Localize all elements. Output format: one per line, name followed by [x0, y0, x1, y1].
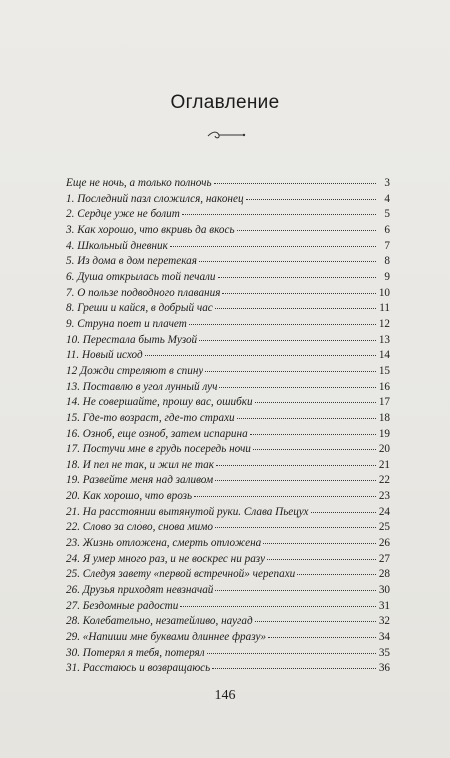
toc-entry — [66, 615, 390, 631]
dot-leader — [237, 230, 376, 231]
toc-entry-page: 19 — [378, 427, 390, 440]
dot-leader — [199, 340, 376, 341]
toc-entry-title: 12 Дожди стреляют в спину — [66, 364, 204, 377]
dot-leader — [189, 324, 376, 325]
toc-entry-title: 30. Потерял я тебя, потерял — [66, 646, 205, 659]
toc-entry — [66, 193, 390, 209]
toc-entry-page: 32 — [378, 615, 390, 628]
toc-entry-page: 31 — [378, 599, 390, 612]
toc-entry — [66, 474, 390, 490]
dot-leader — [267, 559, 376, 560]
toc-entry-title: Еще не ночь, а только полночь — [66, 177, 212, 189]
toc-entry-title: 28. Колебательно, незатейливо, наугад — [66, 615, 253, 628]
toc-entry-page: 24 — [378, 505, 390, 518]
toc-entry-title: 20. Как хорошо, что врозь — [66, 490, 193, 503]
toc-entry-page: 36 — [378, 662, 390, 675]
toc-entry-title: 29. «Напиши мне буквами длиннее фразу» — [66, 631, 267, 644]
toc-entry-page: 7 — [384, 239, 390, 252]
toc-entry-title: 22. Слово за сло́во, снова мимо — [66, 521, 213, 534]
toc-entry-title: 5. Из дома в дом перетекая — [66, 255, 197, 268]
dot-leader — [268, 637, 376, 638]
toc-entry-title: 26. Друзья приходят невзначай — [66, 584, 214, 597]
dot-leader — [170, 246, 376, 247]
toc-entry-title: 27. Бездомные радости — [66, 599, 179, 612]
dot-leader — [253, 449, 376, 450]
toc-entry-page: 5 — [384, 208, 390, 221]
toc-entry-title: 19. Развейте меня над заливом — [66, 474, 214, 487]
dot-leader — [216, 465, 376, 466]
dot-leader — [297, 574, 376, 575]
dot-leader — [255, 402, 376, 403]
dot-leader — [311, 512, 377, 513]
dot-leader — [255, 621, 376, 622]
toc-entry-page: 28 — [378, 568, 390, 581]
dot-leader — [214, 183, 376, 184]
toc-entry — [66, 506, 390, 522]
toc-entry-page: 27 — [378, 552, 390, 565]
toc-entry-title: 8. Греши и кайся, в добрый час — [66, 302, 213, 315]
toc-entry-page: 23 — [378, 490, 390, 503]
toc-entry-title: 7. О пользе подводного плавания — [66, 286, 221, 299]
dot-leader — [250, 434, 376, 435]
toc-entry — [66, 349, 390, 365]
toc-entry — [66, 600, 390, 616]
dot-leader — [215, 308, 376, 309]
toc-entry-title: 6. Душа открылась той печали — [66, 270, 216, 283]
toc-entry — [66, 365, 390, 381]
toc-entry-page: 3 — [384, 177, 390, 189]
toc-entry — [66, 647, 390, 663]
toc-entry-page: 10 — [378, 286, 390, 299]
toc-entry — [66, 224, 390, 240]
toc-entry-title: 4. Школьный дневник — [66, 239, 168, 252]
toc-entry-title: 11. Новый исход — [66, 349, 143, 362]
toc-entry-title: 1. Последний пазл сложился, наконец — [66, 192, 244, 205]
dot-leader — [215, 590, 376, 591]
toc-entry-page: 16 — [378, 380, 390, 393]
toc-entry-title: 21. На расстоянии вытянутой руки. Слава Пьецух — [66, 505, 309, 518]
toc-entry — [66, 584, 390, 600]
toc-entry-page: 30 — [378, 584, 390, 597]
toc-entry — [66, 537, 390, 553]
toc-entry — [66, 208, 390, 224]
dot-leader — [222, 293, 376, 294]
toc-entry-page: 11 — [379, 302, 390, 315]
toc-entry-title: 25. Следуя завету «первой встречной» черепахи — [66, 568, 296, 581]
toc-entry — [66, 287, 390, 303]
toc-entry-page: 4 — [384, 192, 390, 205]
toc-entry-page: 22 — [378, 474, 390, 487]
toc-entry-title: 24. Я умер много раз, и не воскрес ни разу — [66, 552, 266, 565]
dot-leader — [218, 277, 376, 278]
toc-entry-title: 15. Где-то возраст, где-то страхи — [66, 411, 235, 424]
toc-entry — [66, 255, 390, 271]
toc-entry-page: 17 — [378, 396, 390, 409]
toc-entry — [66, 271, 390, 287]
toc-entry-page: 15 — [378, 364, 390, 377]
toc-entry-page: 6 — [384, 223, 390, 236]
toc-entry — [66, 443, 390, 459]
toc-entry — [66, 412, 390, 428]
toc-entry — [66, 428, 390, 444]
dot-leader — [182, 214, 376, 215]
dot-leader — [180, 606, 376, 607]
dot-leader — [194, 496, 376, 497]
toc-entry-title: 31. Расстаюсь и возвращаюсь — [66, 662, 211, 675]
toc-entry — [66, 490, 390, 506]
toc-entry — [66, 553, 390, 569]
toc-entry-title: 10. Перестала быть Музой — [66, 333, 198, 346]
toc-entry-title: 14. Не совершайте, прошу вас, ошибки — [66, 396, 253, 409]
dot-leader — [215, 527, 376, 528]
toc-entry-page: 18 — [378, 411, 390, 424]
toc-entry — [66, 240, 390, 256]
flourish-ornament-icon — [205, 129, 247, 141]
toc-entry-page: 20 — [378, 443, 390, 456]
toc-entry-page: 35 — [378, 646, 390, 659]
toc-entry-title: 16. Озноб, еще озноб, затем испарина — [66, 427, 248, 440]
toc-entry — [66, 318, 390, 334]
dot-leader — [207, 653, 376, 654]
toc-entry — [66, 396, 390, 412]
toc-entry-title: 9. Струна поет и плачет — [66, 317, 187, 330]
toc-entry — [66, 381, 390, 397]
dot-leader — [205, 371, 376, 372]
dot-leader — [145, 355, 376, 356]
toc-entry-page: 9 — [384, 270, 390, 283]
toc-entry-title: 2. Сердце уже не болит — [66, 208, 180, 221]
dot-leader — [199, 261, 376, 262]
dot-leader — [237, 418, 376, 419]
toc-entry — [66, 631, 390, 647]
dot-leader — [263, 543, 376, 544]
toc-entry-page: 21 — [378, 458, 390, 471]
toc-entry-page: 12 — [378, 317, 390, 330]
toc-entry — [66, 177, 390, 193]
toc-entry — [66, 568, 390, 584]
dot-leader — [246, 199, 376, 200]
toc-entry — [66, 521, 390, 537]
toc-entry-page: 26 — [378, 537, 390, 550]
toc-entry-page: 13 — [378, 333, 390, 346]
page-title: Оглавление — [170, 92, 280, 113]
dot-leader — [215, 480, 376, 481]
toc-entry — [66, 459, 390, 475]
toc-entry-page: 14 — [378, 349, 390, 362]
page-number: 146 — [214, 688, 236, 703]
toc-entry-title: 13. Поставлю в угол лунный луч — [66, 380, 218, 393]
toc-entry-title: 17. Постучи мне в грудь посередь ночи — [66, 443, 251, 456]
table-of-contents — [66, 177, 390, 678]
toc-entry — [66, 662, 390, 678]
toc-entry-title: 18. И пел не так, и жил не так — [66, 458, 214, 471]
toc-entry-page: 8 — [384, 255, 390, 268]
dot-leader — [212, 668, 376, 669]
toc-entry-title: 3. Как хорошо, что вкривь да вкось — [66, 223, 235, 236]
toc-entry-page: 34 — [378, 631, 390, 644]
toc-entry-title: 23. Жизнь отложена, смерть отложена — [66, 537, 262, 550]
toc-entry-page: 25 — [378, 521, 390, 534]
dot-leader — [219, 387, 376, 388]
toc-entry — [66, 302, 390, 318]
toc-entry — [66, 334, 390, 350]
